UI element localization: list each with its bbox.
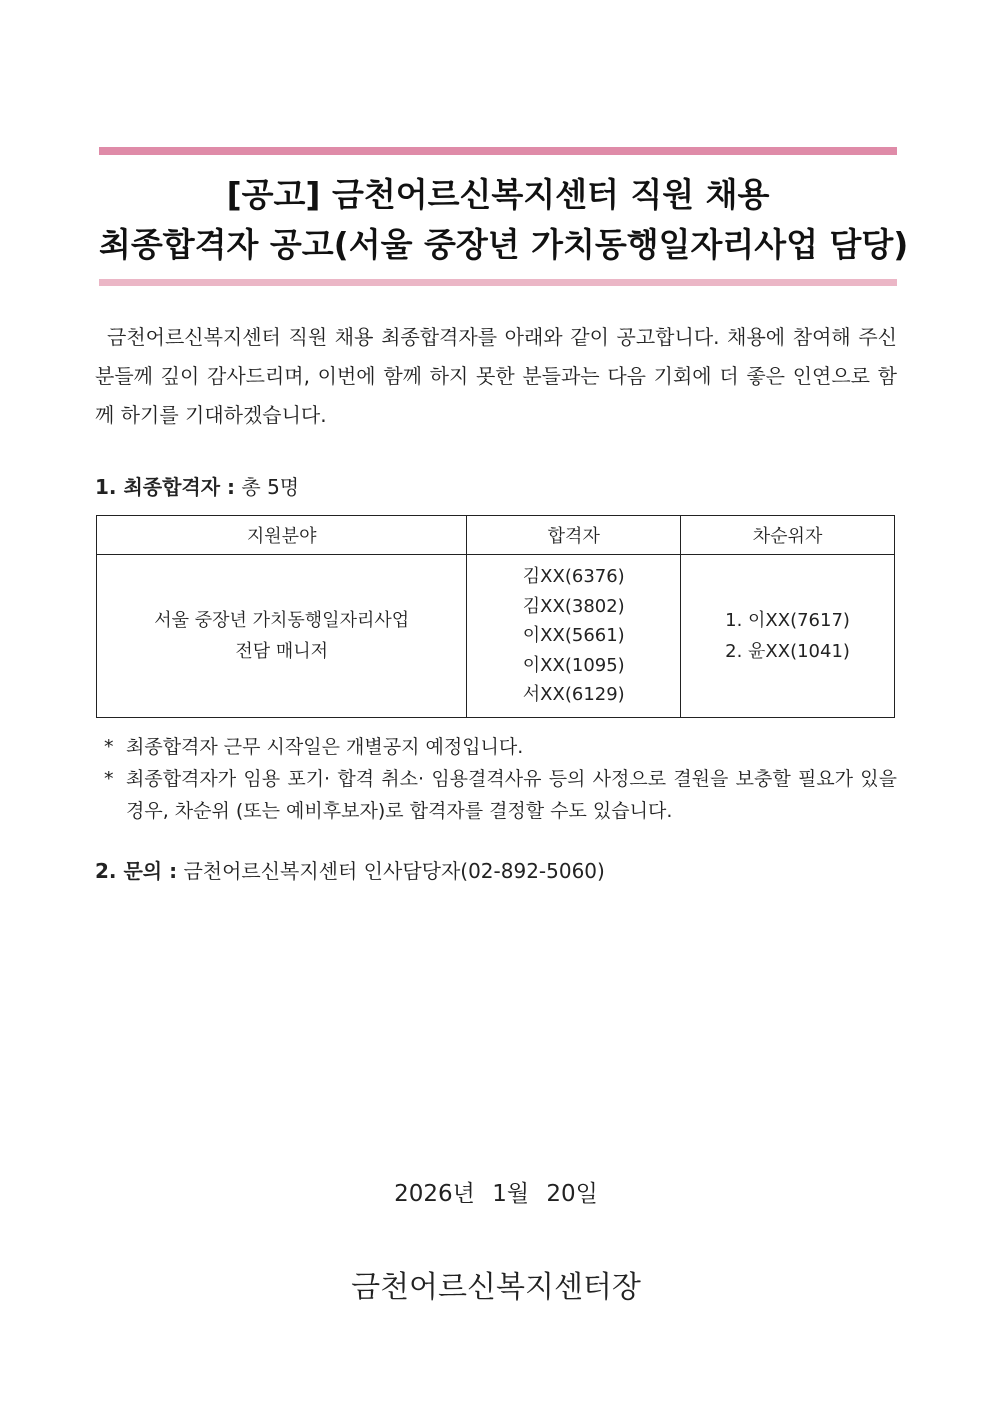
cell-passers xyxy=(467,555,681,718)
section1-heading: 1. 최종합격자 : xyxy=(95,475,236,499)
note-star: * xyxy=(104,736,114,758)
passer-item: 서XX(6129) xyxy=(522,684,625,706)
section-final-passers xyxy=(95,472,299,502)
section-inquiry xyxy=(95,856,605,886)
passer-item: 김XX(6376) xyxy=(522,566,625,588)
note-text: 최종합격자가 임용 포기· 합격 취소· 임용결격사유 등의 사정으로 결원을 보충할 필요가 있을 경우, 차순위 (또는 예비후보자)로 합격자를 결정할 수도 있습니다. xyxy=(126,768,897,822)
passer-item: 이XX(5661) xyxy=(522,625,625,647)
passer-item: 김XX(3802) xyxy=(522,595,625,617)
table-header-row xyxy=(97,516,895,555)
cell-runners-up xyxy=(681,555,895,718)
cell-field xyxy=(97,555,467,718)
notice-date: 2026년 1월 20일 xyxy=(394,1181,598,1207)
table-row xyxy=(97,555,895,718)
header-field: 지원분야 xyxy=(97,516,467,555)
title-top-bar xyxy=(99,147,897,155)
passers-table xyxy=(96,515,895,718)
document-title xyxy=(99,170,909,270)
header-runners-up: 차순위자 xyxy=(681,516,895,555)
title-line-1: [공고] 금천어르신복지센터 직원 채용 xyxy=(226,175,770,214)
note-item xyxy=(104,763,897,827)
signer-name: 금천어르신복지센터장 xyxy=(351,1270,641,1305)
section1-value: 총 5명 xyxy=(241,475,300,499)
note-item xyxy=(104,731,897,763)
header-passers: 합격자 xyxy=(467,516,681,555)
runner-up-item: 1. 이XX(7617) xyxy=(725,610,850,631)
intro-text: 금천어르신복지센터 직원 채용 최종합격자를 아래와 같이 공고합니다. 채용에 참여해 주신 분들께 깊이 감사드리며, 이번에 함께 하지 못한 분들과는 다음 기회에 더 좋은 인연으로 함께 하기를 기대하겠습니다. xyxy=(95,325,897,427)
notes-list xyxy=(104,731,897,827)
passer-item: 이XX(1095) xyxy=(522,654,625,676)
note-star: * xyxy=(104,768,114,790)
runner-up-item: 2. 윤XX(1041) xyxy=(725,641,850,662)
section2-heading: 2. 문의 : xyxy=(95,859,178,883)
intro-paragraph xyxy=(95,318,897,435)
field-line: 전담 매니저 xyxy=(235,641,329,662)
field-line: 서울 중장년 가치동행일자리사업 xyxy=(154,610,410,631)
note-text: 최종합격자 근무 시작일은 개별공지 예정입니다. xyxy=(126,736,524,758)
title-line-2: 최종합격자 공고(서울 중장년 가치동행일자리사업 담당) xyxy=(99,225,909,264)
title-bottom-bar xyxy=(99,279,897,286)
section2-value: 금천어르신복지센터 인사담당자(02-892-5060) xyxy=(183,859,605,883)
